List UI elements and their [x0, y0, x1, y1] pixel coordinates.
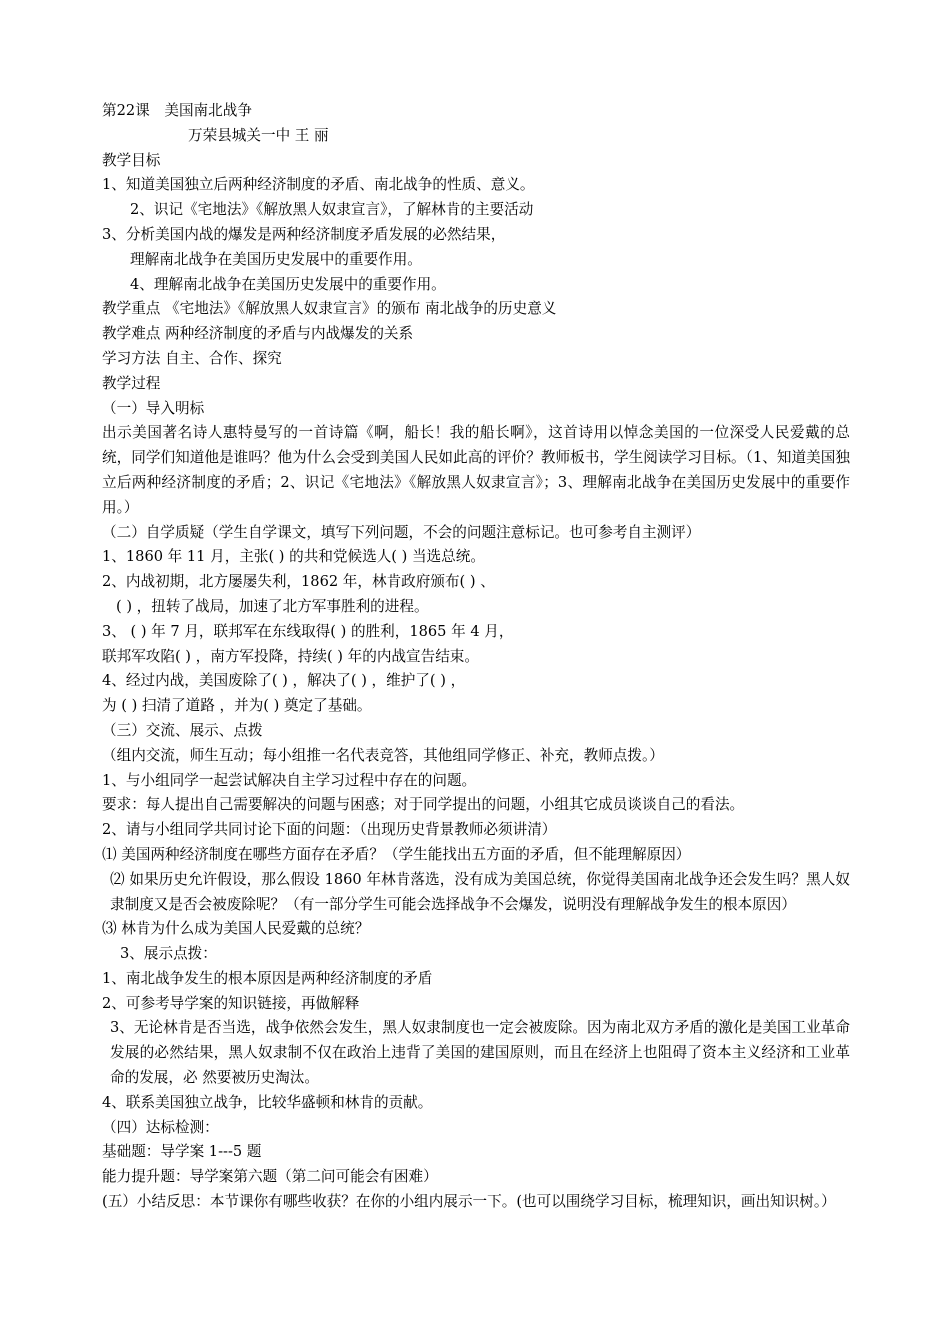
discussion-question-3: ⑶ 林肯为什么成为美国人民爱戴的总统？: [102, 920, 370, 938]
question-4-line-2: 为 ( ) 扫清了道路 ，并为( ) 奠定了基础。: [102, 697, 372, 715]
section-3-item-1: 1、与小组同学一起尝试解决自主学习过程中存在的问题。: [102, 771, 477, 789]
question-2-line-1: 2、内战初期，北方屡屡失利，1862 年，林肯政府颁布( ) 、: [102, 573, 495, 591]
section-3-note: （组内交流，师生互动；每小组推一名代表竞答，其他组同学修正、补充，教师点拨。）: [102, 746, 664, 764]
document-page: [102, 99, 850, 1215]
question-3-line-2: 联邦军攻陷( ) ，南方军投降，持续( ) 年的内战宣告结束。: [102, 647, 479, 665]
point-2: 2、可参考导学案的知识链接，再做解释: [102, 994, 360, 1012]
learning-methods: 学习方法 自主、合作、探究: [102, 349, 282, 367]
section-2-heading: （二）自学质疑（学生自学课文，填写下列问题，不会的问题注意标记。也可参考自主测评）: [102, 523, 701, 541]
key-points: 教学重点 《宅地法》《解放黑人奴隶宣言》的颁布 南北战争的历史意义: [102, 300, 557, 318]
question-3-line-1: 3、 ( ) 年 7 月，联邦军在东线取得( ) 的胜利，1865 年 4 月，: [102, 622, 514, 640]
objectives-heading: 教学目标: [102, 151, 161, 169]
discussion-question-2: ⑵ 如果历史允许假设，那么假设 1860 年林肯落选，没有成为美国总统，你觉得美国南北战争还会发生吗？黑人奴隶制度又是否会被废除呢？（有一部分学生可能会选择战争不会爆发，说明没有理解战争发生的根本原因）: [110, 870, 850, 913]
difficulties: 教学难点 两种经济制度的矛盾与内战爆发的关系: [102, 325, 414, 343]
objective-4: 4、理解南北战争在美国历史发展中的重要作用。: [130, 275, 446, 293]
basic-questions: 基础题：导学案 1---5 题: [102, 1143, 262, 1161]
section-3-item-2: 2、请与小组同学共同讨论下面的问题：（出现历史背景教师必须讲清）: [102, 821, 557, 839]
author-line: 万荣县城关一中 王 丽: [188, 126, 329, 144]
objective-2: 2、识记《宅地法》《解放黑人奴隶宣言》，了解林肯的主要活动: [130, 201, 534, 219]
discussion-question-1: ⑴ 美国两种经济制度在哪些方面存在矛盾？（学生能找出五方面的矛盾，但不能理解原因）: [102, 845, 691, 863]
section-1-heading: （一）导入明标: [102, 399, 205, 417]
section-3-heading: （三）交流、展示、点拨: [102, 721, 263, 739]
section-4-heading: （四）达标检测：: [102, 1118, 219, 1136]
objective-3-cont: 理解南北战争在美国历史发展中的重要作用。: [130, 250, 422, 268]
objective-3: 3、分析美国内战的爆发是两种经济制度矛盾发展的必然结果，: [102, 225, 506, 243]
question-4-line-1: 4、经过内战，美国废除了( ) ，解决了( ) ，维护了( ) ，: [102, 672, 466, 690]
section-3-item-3: 3、展示点拨：: [120, 945, 217, 963]
point-1: 1、南北战争发生的根本原因是两种经济制度的矛盾: [102, 969, 433, 987]
point-4: 4、联系美国独立战争，比较华盛顿和林肯的贡献。: [102, 1093, 433, 1111]
section-5-summary: (五）小结反思：本节课你有哪些收获？在你的小组内展示一下。(也可以围绕学习目标，梳理知识，画出知识树。）: [102, 1193, 836, 1211]
process-heading: 教学过程: [102, 374, 161, 392]
question-2-line-2: ( ) ，扭转了战局，加速了北方军事胜利的进程。: [116, 597, 429, 615]
advanced-questions: 能力提升题：导学案第六题（第二问可能会有困难）: [102, 1168, 438, 1186]
section-1-paragraph: 出示美国著名诗人惠特曼写的一首诗篇《啊，船长！我的船长啊》，这首诗用以悼念美国的一位深受人民爱戴的总统，同学们知道他是谁吗？他为什么会受到美国人民如此高的评价？教师板书，学生阅读学习目标。（1、知道美国独立后两种经济制度的矛盾；2、识记《宅地法》《解放黑人奴隶宣言》；3、理解南北战争在美国历史发展中的重要作用。）: [102, 424, 850, 516]
lesson-title: 第22课 美国南北战争: [102, 102, 252, 119]
section-3-requirement: 要求：每人提出自己需要解决的问题与困惑；对于同学提出的问题，小组其它成员谈谈自己的看法。: [102, 796, 745, 814]
objective-1: 1、知道美国独立后两种经济制度的矛盾、南北战争的性质、意义。: [102, 176, 535, 194]
point-3: 3、无论林肯是否当选，战争依然会发生，黑人奴隶制度也一定会被废除。因为南北双方矛盾的激化是美国工业革命发展的必然结果，黑人奴隶制不仅在政治上违背了美国的建国原则，而且在经济上也阻碍了资本主义经济和工业革命的发展，必 然要被历史淘汰。: [110, 1019, 850, 1087]
question-1: 1、1860 年 11 月，主张( ) 的共和党候选人( ) 当选总统。: [102, 548, 485, 566]
